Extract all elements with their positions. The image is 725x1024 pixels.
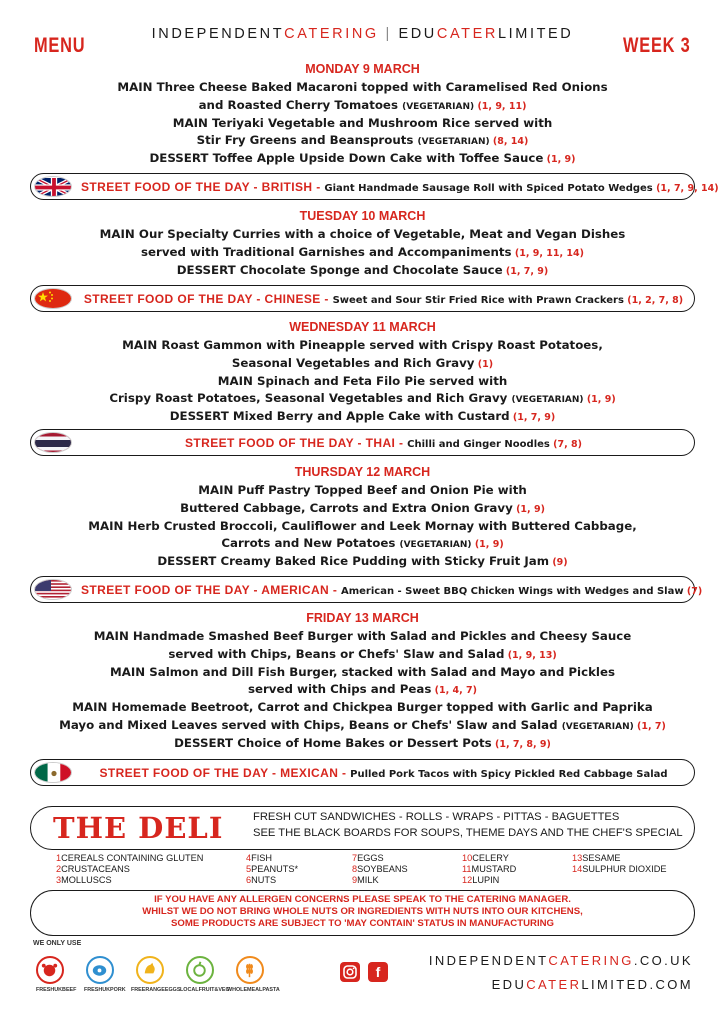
street-food-monday: STREET FOOD OF THE DAY - BRITISH - Giant Handmade Sausage Roll with Spiced Potato Wedges (1, 7, 9, 14) xyxy=(30,173,695,200)
warning-line: SOME PRODUCTS ARE SUBJECT TO 'MAY CONTAIN' STATUS IN MANUFACTURING xyxy=(171,918,554,929)
menu-line: MAIN Handmade Smashed Beef Burger with Salad and Pickles and Cheesy Sauce xyxy=(93,629,632,643)
allergen-item: 2CRUSTACEANS xyxy=(56,864,130,874)
street-food-tuesday: STREET FOOD OF THE DAY - CHINESE - Sweet and Sour Stir Fried Rice with Prawn Crackers (1, 2, 7, 8) xyxy=(30,285,695,312)
menu-line: Buttered Cabbage, Carrots and Extra Onion Gravy (1, 9) xyxy=(180,500,545,515)
allergen-item: 6NUTS xyxy=(246,875,277,885)
allergen-item: 3MOLLUSCS xyxy=(56,875,112,885)
week-label: WEEK 3 xyxy=(623,34,691,57)
day-title: WEDNESDAY 11 MARCH xyxy=(289,320,436,334)
menu-line: served with Chips, Beans or Chefs' Slaw and Salad (1, 9, 13) xyxy=(168,646,557,661)
street-food-wednesday: STREET FOOD OF THE DAY - THAI - Chilli and Ginger Noodles (7, 8) xyxy=(30,429,695,456)
day-title: TUESDAY 10 MARCH xyxy=(299,209,426,223)
street-food-friday: STREET FOOD OF THE DAY - MEXICAN - Pulled Pork Tacos with Spicy Pickled Red Cabbage Salad xyxy=(30,759,695,786)
menu-line: Stir Fry Greens and Beansprouts (VEGETARIAN) (8, 14) xyxy=(196,133,529,148)
brand-cater: CATER xyxy=(436,26,498,42)
facebook-icon[interactable]: f xyxy=(368,962,388,982)
brand-independent: INDEPENDENT xyxy=(151,26,285,42)
menu-line: DESSERT Choice of Home Bakes or Dessert Pots (1, 7, 8, 9) xyxy=(174,735,551,750)
menu-label: MENU xyxy=(34,34,86,57)
badge-label: LOCALFRUIT&VEG xyxy=(180,987,230,993)
warning-line: WHILST WE DO NOT BRING WHOLE NUTS OR INGREDIENTS WITH NUTS INTO OUR KITCHENS, xyxy=(142,906,583,917)
warning-line: IF YOU HAVE ANY ALLERGEN CONCERNS PLEASE SPEAK TO THE CATERING MANAGER. xyxy=(154,894,571,905)
allergen-item: 5PEANUTS* xyxy=(246,864,299,874)
day-monday xyxy=(0,60,725,168)
allergen-item: 4FISH xyxy=(246,853,273,863)
brand-divider: | xyxy=(385,26,392,42)
we-only-use-label: WE ONLY USE xyxy=(33,940,82,947)
brand-edu: EDU xyxy=(398,26,437,42)
menu-line: MAIN Salmon and Dill Fish Burger, stacked with Salad and Mayo and Pickles xyxy=(110,664,615,679)
menu-line: DESSERT Mixed Berry and Apple Cake with Custard (1, 7, 9) xyxy=(169,409,556,424)
hen-icon xyxy=(136,956,164,984)
badge-label: FRESHUKPORK xyxy=(84,987,126,993)
apple-icon xyxy=(186,956,214,984)
day-title: THURSDAY 12 MARCH xyxy=(294,465,431,479)
brand-catering: CATERING xyxy=(284,26,379,42)
menu-line: MAIN Our Specialty Curries with a choice of Vegetable, Meat and Vegan Dishes xyxy=(99,227,626,241)
menu-line: DESSERT Creamy Baked Rice Pudding with Sticky Fruit Jam (9) xyxy=(157,554,568,569)
allergen-item: 9MILK xyxy=(352,875,379,885)
instagram-icon[interactable] xyxy=(340,962,360,982)
day-title: FRIDAY 13 MARCH xyxy=(306,611,419,625)
website-link-educaterlimited[interactable]: EDUCATERLIMITED.COM xyxy=(491,977,693,992)
pig-icon xyxy=(86,956,114,984)
brand-limited: LIMITED xyxy=(497,26,574,42)
deli-box xyxy=(30,806,695,850)
menu-line: Mayo and Mixed Leaves served with Chips, Beans or Chefs' Slaw and Salad (VEGETARIAN) (1, 7) xyxy=(59,717,666,732)
menu-line: MAIN Herb Crusted Broccoli, Cauliflower and Leek Mornay with Buttered Cabbage, xyxy=(88,518,637,533)
menu-line: Carrots and New Potatoes (VEGETARIAN) (1, 9) xyxy=(221,536,504,551)
china-flag-icon xyxy=(34,288,72,309)
allergen-item: 7EGGS xyxy=(352,853,384,863)
badge-label: FREERANGEEGGS xyxy=(131,987,181,993)
deli-line: SEE THE BLACK BOARDS FOR SOUPS, THEME DAYS AND THE CHEF'S SPECIAL xyxy=(253,827,683,839)
deli-title: THE DELI xyxy=(53,811,224,845)
day-tuesday xyxy=(0,207,725,279)
allergen-item: 14SULPHUR DIOXIDE xyxy=(572,864,667,874)
cow-icon xyxy=(36,956,64,984)
menu-line: MAIN Roast Gammon with Pineapple served with Crispy Roast Potatoes, xyxy=(122,338,603,352)
menu-line: DESSERT Toffee Apple Upside Down Cake with Toffee Sauce (1, 9) xyxy=(149,151,576,166)
uk-flag-icon xyxy=(34,176,72,197)
allergen-item: 8SOYBEANS xyxy=(352,864,408,874)
menu-line: Seasonal Vegetables and Rich Gravy (1) xyxy=(231,355,494,370)
day-wednesday xyxy=(0,318,725,426)
allergen-item: 10CELERY xyxy=(462,853,509,863)
menu-line: MAIN Homemade Beetroot, Carrot and Chickpea Burger topped with Garlic and Paprika xyxy=(72,700,653,715)
badge-label: FRESHUKBEEF xyxy=(36,987,77,993)
menu-line: DESSERT Chocolate Sponge and Chocolate Sauce (1, 7, 9) xyxy=(176,262,549,277)
badge-label: WHOLEMEALPASTA xyxy=(227,987,280,993)
deli-line: FRESH CUT SANDWICHES - ROLLS - WRAPS - PITTAS - BAGUETTES xyxy=(253,811,620,823)
website-link-independentcatering[interactable]: INDEPENDENTCATERING.CO.UK xyxy=(428,953,693,968)
day-title: MONDAY 9 MARCH xyxy=(305,62,420,76)
menu-line: Crispy Roast Potatoes, Seasonal Vegetables and Rich Gravy (VEGETARIAN) (1, 9) xyxy=(109,391,616,406)
menu-line: MAIN Teriyaki Vegetable and Mushroom Rice served with xyxy=(172,115,553,130)
day-thursday xyxy=(0,463,725,571)
allergen-item: 11MUSTARD xyxy=(462,864,517,874)
street-food-thursday: STREET FOOD OF THE DAY - AMERICAN - American - Sweet BBQ Chicken Wings with Wedges and Slaw (7) xyxy=(30,576,695,603)
menu-line: MAIN Three Cheese Baked Macaroni topped with Caramelised Red Onions xyxy=(117,80,608,94)
allergen-item: 1CEREALS CONTAINING GLUTEN xyxy=(56,853,204,863)
day-friday xyxy=(0,609,725,753)
brand-header xyxy=(0,26,725,42)
mexico-flag-icon xyxy=(34,762,72,783)
menu-line: MAIN Spinach and Feta Filo Pie served with xyxy=(217,373,508,388)
allergen-item: 12LUPIN xyxy=(462,875,500,885)
thailand-flag-icon xyxy=(34,432,72,453)
menu-line: and Roasted Cherry Tomatoes (VEGETARIAN) (1, 9, 11) xyxy=(198,97,527,112)
menu-line: served with Traditional Garnishes and Accompaniments (1, 9, 11, 14) xyxy=(141,244,584,259)
usa-flag-icon xyxy=(34,579,72,600)
allergen-warning xyxy=(30,890,695,936)
menu-line: served with Chips and Peas (1, 4, 7) xyxy=(247,682,478,697)
allergen-item: 13SESAME xyxy=(572,853,621,863)
menu-line: MAIN Puff Pastry Topped Beef and Onion Pie with xyxy=(198,483,527,497)
wheat-icon xyxy=(236,956,264,984)
